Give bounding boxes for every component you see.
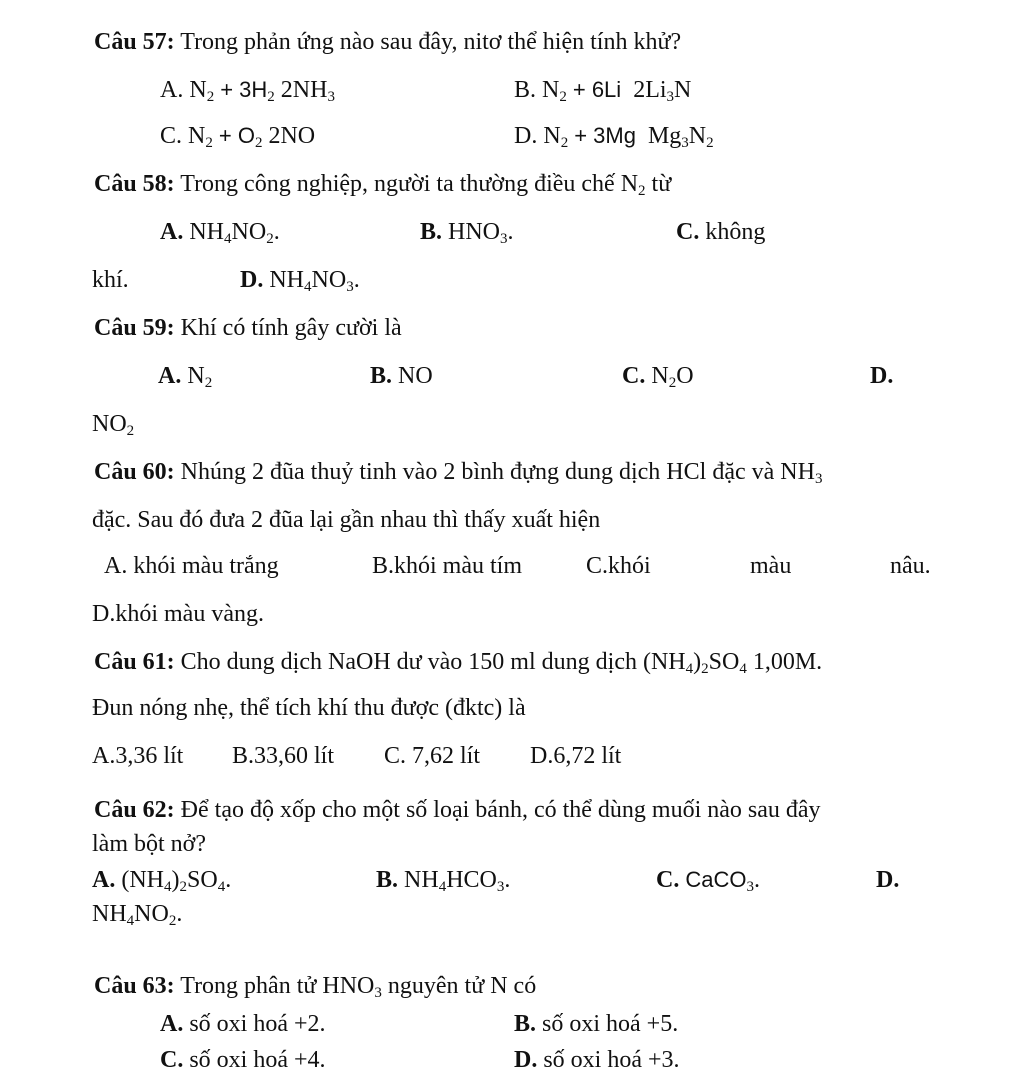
- option-63d: D. số oxi hoá +3.: [514, 1047, 680, 1073]
- option-59b: B. NO: [370, 363, 433, 389]
- question-text: Trong phản ứng nào sau đây, nitơ thể hiện tính khử?: [180, 29, 682, 55]
- option-60c-word3: nâu.: [890, 553, 931, 579]
- question-61-line2: Đun nóng nhẹ, thể tích khí thu được (đktc) là: [92, 695, 526, 721]
- option-59a: A. $N_2$: [158, 363, 213, 391]
- option-60d: D.khói màu vàng.: [92, 601, 264, 627]
- question-label: Câu 61:: [94, 649, 175, 675]
- option-58b: B. $HNO_3$.: [420, 219, 514, 247]
- option-61c: C. 7,62 lít: [384, 743, 481, 769]
- option-60c-word2: màu: [750, 553, 792, 579]
- question-label: Câu 60:: [94, 459, 175, 485]
- question-60: Câu 60: Nhúng 2 đũa thuỷ tinh vào 2 bình đựng dung dịch HCl đặc và $NH_3$: [94, 459, 823, 487]
- question-label: Câu 58:: [94, 171, 175, 197]
- option-63a: A. số oxi hoá +2.: [160, 1011, 326, 1037]
- question-label: Câu 62:: [94, 797, 175, 823]
- question-61: Câu 61: Cho dung dịch NaOH dư vào 150 ml dung dịch $(NH_4)_2SO_4$ 1,00M.: [94, 649, 823, 677]
- option-57b: B. $N_2 + 6Li$ $2Li_3N$: [514, 77, 692, 105]
- question-label: Câu 59:: [94, 315, 175, 341]
- question-63: Câu 63: Trong phân tử $HNO_3$ nguyên tử N có: [94, 973, 537, 1001]
- option-62c: C. CaCO$_3$.: [656, 867, 760, 895]
- option-59c: C. $N_2O$: [622, 363, 694, 391]
- option-58d: D. $NH_4NO_3$.: [240, 267, 360, 295]
- question-62-line2: làm bột nở?: [92, 831, 206, 857]
- option-62d: D.: [876, 867, 900, 893]
- option-61d: D.6,72 lít: [530, 743, 622, 769]
- option-60b: B.khói màu tím: [372, 553, 522, 579]
- option-60a: A. khói màu trắng: [104, 553, 279, 579]
- option-61a: A.3,36 lít: [92, 743, 184, 769]
- option-59d-wrap: $NO_2$: [92, 411, 135, 439]
- option-57c: C. $N_2 + O_2$ 2NO: [160, 123, 316, 151]
- option-62a: A. $(NH_4)_2SO_4$.: [92, 867, 232, 895]
- question-label: Câu 63:: [94, 973, 175, 999]
- option-62b: B. $NH_4HCO_3$.: [376, 867, 511, 895]
- question-62: Câu 62: Để tạo độ xốp cho một số loại bánh, có thể dùng muối nào sau đây: [94, 797, 821, 823]
- question-60-line2: đặc. Sau đó đưa 2 đũa lại gần nhau thì thấy xuất hiện: [92, 507, 601, 533]
- option-63c: C. số oxi hoá +4.: [160, 1047, 326, 1073]
- question-57: [94, 28, 681, 56]
- option-62d-wrap: $NH_4NO_2$.: [92, 901, 183, 929]
- option-59d: D.: [870, 363, 894, 389]
- previous-page-fragment: [90, 0, 850, 4]
- option-57a: A. $N_2 + 3H_2$ $2NH_3$: [160, 77, 335, 105]
- question-label: Câu 57:: [94, 29, 175, 55]
- option-63b: B. số oxi hoá +5.: [514, 1011, 679, 1037]
- option-58c: C. không: [676, 219, 766, 245]
- option-60c: C.khói: [586, 553, 651, 579]
- option-58a: A. $NH_4NO_2$.: [160, 219, 280, 247]
- option-58c-wrap: khí.: [92, 267, 129, 293]
- question-58: Câu 58: Trong công nghiệp, người ta thường điều chế $N_2$ từ: [94, 171, 672, 199]
- option-61b: B.33,60 lít: [232, 743, 335, 769]
- option-57d: D. $N_2 + 3Mg$ $Mg_3N_2$: [514, 123, 714, 151]
- question-59: Câu 59: Khí có tính gây cười là: [94, 315, 402, 341]
